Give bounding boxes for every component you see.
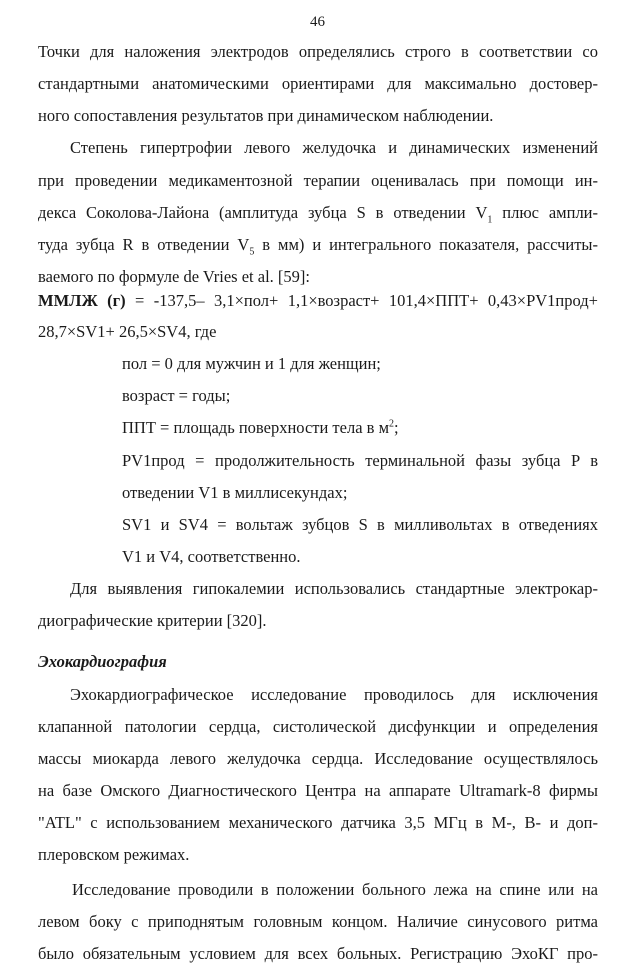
text-line: при проведении медикаментозной терапии оценивалась при помощи ин-: [38, 171, 598, 190]
text-line: клапанной патологии сердца, систолической дисфункции и определения: [38, 717, 598, 736]
text-line: левом боку с приподнятым головным концом. Наличие синусового ритма: [38, 912, 598, 931]
text-line: было обязательным условием для всех больных. Регистрацию ЭхоКГ про-: [38, 944, 598, 963]
text-line-with-subscript: декса Соколова-Лайона (амплитуда зубца S в отведении $V_1$ плюс ампли-: [38, 203, 598, 226]
definition-pv1: PV1прод = продолжительность терминальной фазы зубца P в: [122, 451, 598, 470]
text-line: стандартными анатомическими ориентирами для максимально достовер-: [38, 74, 598, 93]
text-line: плеровском режимах.: [38, 845, 190, 864]
definition-bsa: ППТ = площадь поверхности тела в $м^2$;: [122, 418, 399, 437]
text-line: ваемого по формуле de Vries et al. [59]:: [38, 267, 310, 286]
text-line: на базе Омского Диагностического Центра на аппарате Ultramark-8 фирмы: [38, 781, 598, 800]
text-line: Для выявления гипокалемии использовались стандартные электрокар-: [70, 579, 598, 598]
text-line: Степень гипертрофии левого желудочка и динамических изменений: [70, 138, 598, 157]
formula-line: 28,7×SV1+ 26,5×SV4, где: [38, 322, 217, 341]
page-number: 46: [310, 14, 325, 30]
superscript: 2: [389, 418, 395, 430]
definition-sv-cont: V1 и V4, соответственно.: [122, 547, 301, 566]
text-line: Исследование проводили в положении больного лежа на спине или на: [72, 880, 598, 899]
text-line: Эхокардиографическое исследование проводилось для исключения: [70, 685, 598, 704]
definition-age: возраст = годы;: [122, 386, 231, 405]
section-heading: Эхокардиография: [38, 652, 167, 671]
formula-label: ММЛЖ (г): [38, 291, 126, 310]
definition-pv1-cont: отведении V1 в миллисекундах;: [122, 483, 348, 502]
text-line: массы миокарда левого желудочка сердца. Исследование осуществлялось: [38, 749, 598, 768]
definition-sex: пол = 0 для мужчин и 1 для женщин;: [122, 354, 381, 373]
definition-sv: SV1 и SV4 = вольтаж зубцов S в милливольтах в отведениях: [122, 515, 598, 534]
text-line: Точки для наложения электродов определялись строго в соответствии со: [38, 42, 598, 61]
text-line-with-subscript: туда зубца R в отведении $V_5$ в мм) и интегрального показателя, рассчиты-: [38, 235, 598, 258]
formula-line: ММЛЖ (г) = -137,5– 3,1×пол+ 1,1×возраст+ 101,4×ППТ+ 0,43×PV1прод+: [38, 291, 598, 310]
text-line: "ATL" с использованием механического датчика 3,5 МГц в М-, В- и доп-: [38, 813, 598, 832]
subscript: 1: [487, 214, 493, 226]
text-line: ного сопоставления результатов при динамическом наблюдении.: [38, 106, 494, 125]
subscript: 5: [249, 246, 255, 258]
text-line: диографические критерии [320].: [38, 611, 267, 630]
